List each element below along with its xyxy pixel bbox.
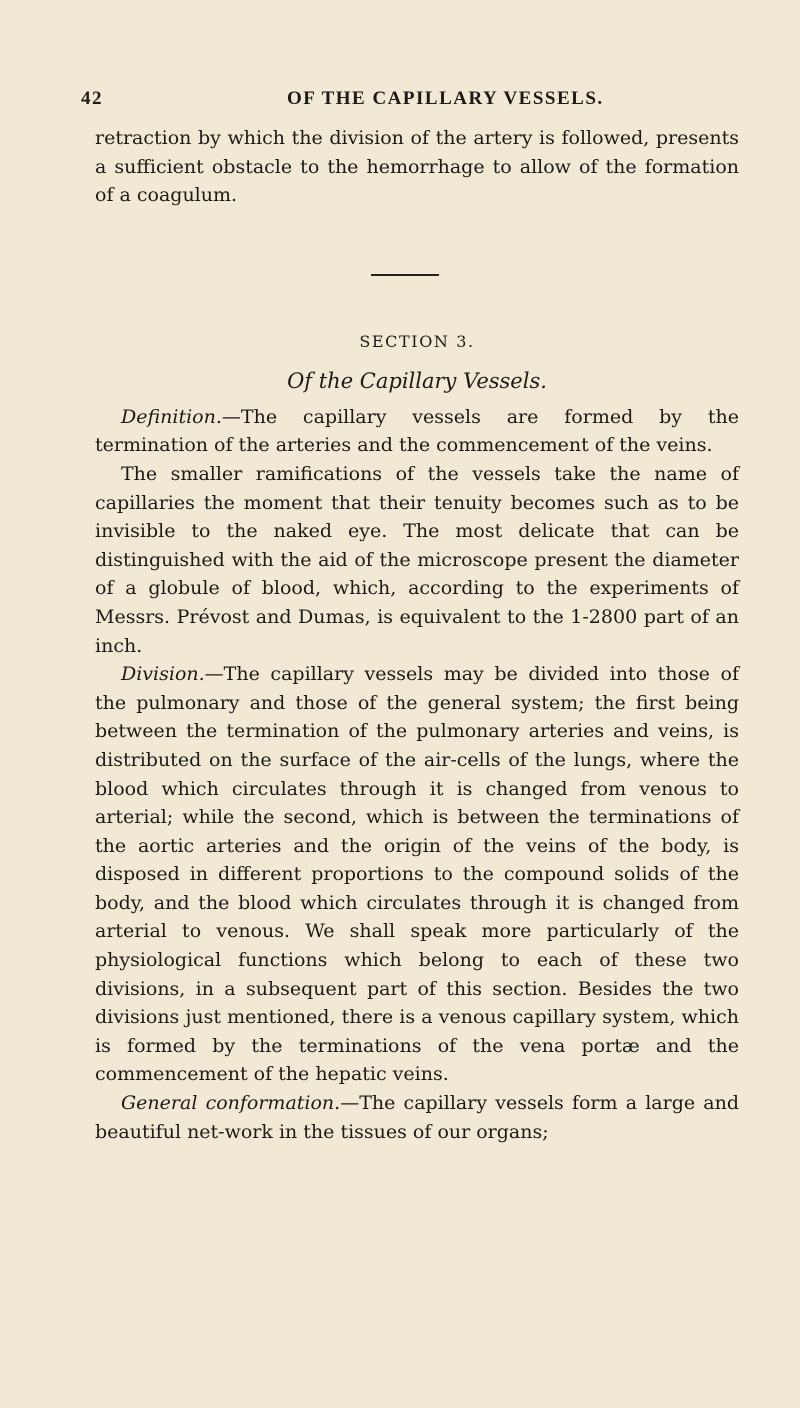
- division-paragraph: [95, 660, 739, 1089]
- general-conformation-paragraph: [95, 1089, 739, 1146]
- book-page: [81, 88, 740, 1146]
- definition-text: —The capillary vessels are formed by the termination of the arteries and the commencement of the veins.: [95, 405, 739, 457]
- opening-paragraph: retraction by which the division of the artery is followed, presents a sufficient obstacle to the hemorrhage to allow of the formation of a coagulum.: [95, 127, 739, 207]
- section-title: Of the Capillary Vessels.: [287, 368, 547, 393]
- definition-paragraph: [95, 403, 739, 460]
- division-heading: Division.: [121, 663, 205, 686]
- section-divider-rule: [371, 274, 439, 276]
- capillaries-paragraph: The smaller ramifications of the vessels take the name of capillaries the moment that their tenuity becomes such as to be invisible to the naked eye. The most delicate that can be distinguished with the aid of the microscope present the diameter of a globule of blood, which, according to the experiments of Messrs. Prévost and Dumas, is equivalent to the 1-2800 part of an inch.: [95, 462, 739, 657]
- general-conformation-text: —The capillary vessels form a large and beautiful net-work in the tissues of our organs;: [95, 1092, 740, 1143]
- running-header: [81, 88, 739, 114]
- page-number: 42: [81, 88, 103, 109]
- general-conformation-heading: General conformation.: [121, 1092, 341, 1115]
- definition-heading: Definition.: [121, 405, 222, 428]
- section-label: SECTION 3.: [359, 331, 475, 351]
- division-text: —The capillary vessels may be divided into those of the pulmonary and those of the general system; the first being between the termination of the pulmonary arteries and veins, is distributed on the surface of the air-cells of the lungs, where the blood which circulates through it is changed from venous to arterial; while the second, which is between the terminations of the aortic arteries and the origin of the veins of the body, is disposed in different proportions to the compound solids of the body, and the blood which circulates through it is changed from arterial to venous. We shall speak more particularly of the physiological functions which belong to each of these two divisions, in a subsequent part of this section. Besides the two divisions just mentioned, there is a venous capillary system, which is formed by the terminations of the vena portæ and the commencement of the hepatic veins.: [95, 663, 739, 1086]
- running-title: OF THE CAPILLARY VESSELS.: [287, 88, 604, 109]
